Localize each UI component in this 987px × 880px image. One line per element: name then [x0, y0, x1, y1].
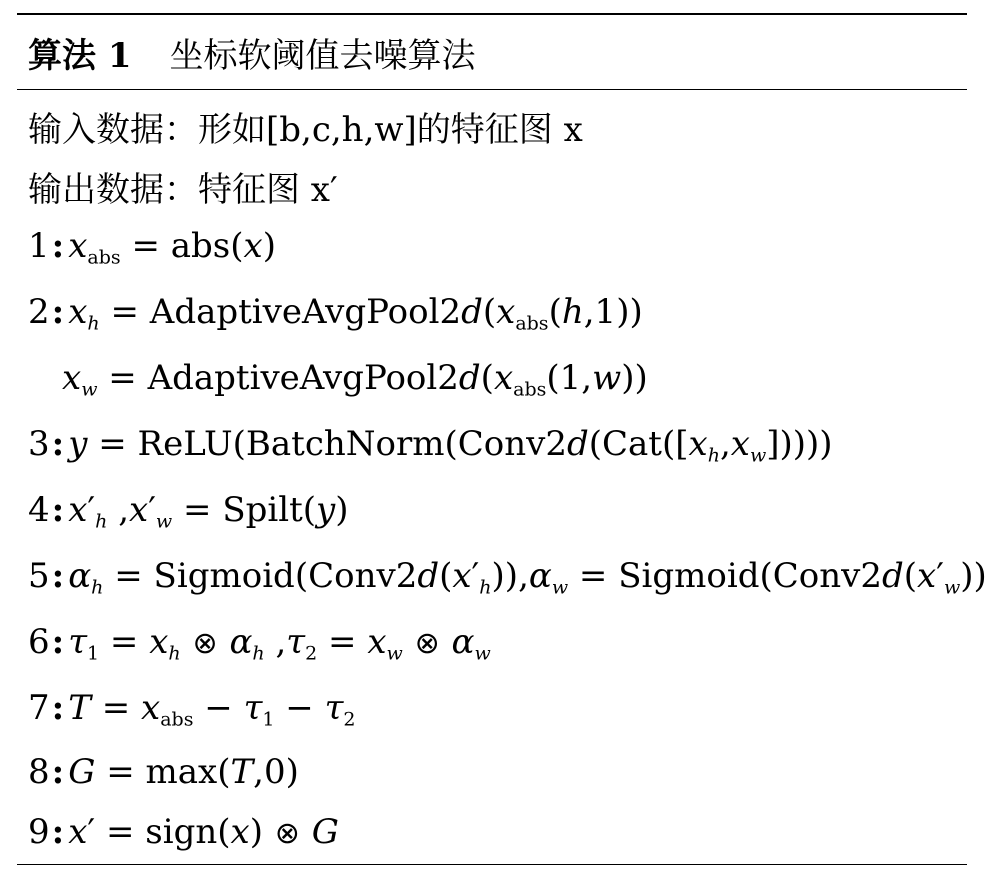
step-1: 1 : $x_{abs} = abs(x)$	[28, 226, 276, 269]
step-expression: $x_h$ = $AdaptiveAvgPool2d(x_{abs}(h,1))$	[68, 292, 643, 335]
step-expression: G = max(T,0)	[68, 752, 299, 792]
output-line	[28, 160, 338, 212]
step-7: 7 : $T = x_{abs} - \tau_1 - \tau_2$	[28, 688, 356, 731]
step-6: 6 : $\tau_1 = x_h$ ⊗ $\alpha_h$ $,\tau_2 = x_w$ ⊗ $\alpha_w$	[28, 622, 491, 665]
step-number: 1	[28, 226, 50, 266]
step-expression: x′ = sign(x) ⊗ G	[68, 812, 339, 852]
step-4: 4 : $x'_h$ $,x'_w$ = Spilt(y)	[28, 490, 349, 533]
table-bottom-rule	[17, 864, 967, 865]
title-separator-rule	[17, 89, 967, 90]
step-number: 4	[28, 490, 50, 530]
step-9: 9 : x′ = sign(x) ⊗ G	[28, 812, 339, 852]
step-number: 7	[28, 688, 50, 728]
step-expression: $\tau_1 = x_h$ ⊗ $\alpha_h$ $,\tau_2 = x_w$ ⊗ $\alpha_w$	[68, 622, 491, 665]
step-3: 3 : $y = ReLU(BatchNorm(Conv2d(Cat([x_h,x_w]))))$	[28, 424, 833, 467]
step-number: 9	[28, 812, 50, 852]
algorithm-title	[28, 28, 476, 76]
step-expression: $x_{abs} = abs(x)$	[68, 226, 276, 269]
step-expression: $\alpha_h$ = $Sigmoid(Conv2d(x'_h)),\alpha_w$ = $Sigmoid(Conv2d(x'_w))$	[68, 556, 987, 599]
step-number: 3	[28, 424, 50, 464]
step-expression: $x'_h$ $,x'_w$ = Spilt(y)	[68, 490, 349, 533]
output-label: 输出数据：	[28, 169, 198, 210]
step-2-continued	[62, 352, 648, 404]
table-top-rule	[17, 13, 967, 15]
input-description: 形如[b,c,h,w]的特征图 x	[198, 109, 583, 150]
algorithm-number: 算法 1	[28, 35, 132, 76]
step-8: 8 : G = max(T,0)	[28, 752, 299, 792]
input-line	[28, 100, 583, 152]
step-number: 2	[28, 292, 50, 332]
step-number: 5	[28, 556, 50, 596]
output-description: 特征图 x′	[198, 169, 338, 210]
step-number: 6	[28, 622, 50, 662]
algorithm-name: 坐标软阈值去噪算法	[169, 35, 476, 76]
step-expression: $x_w$ = $AdaptiveAvgPool2d(x_{abs}(1,w))$	[62, 358, 648, 401]
step-5: 5 : $\alpha_h$ = $Sigmoid(Conv2d(x'_h)),\alpha_w$ = $Sigmoid(Conv2d(x'_w))$	[28, 556, 987, 599]
step-expression: $T = x_{abs} - \tau_1 - \tau_2$	[68, 688, 356, 731]
input-label: 输入数据：	[28, 109, 198, 150]
step-number: 8	[28, 752, 50, 792]
step-2: 2 : $x_h$ = $AdaptiveAvgPool2d(x_{abs}(h,1))$	[28, 292, 643, 335]
step-expression: $y = ReLU(BatchNorm(Conv2d(Cat([x_h,x_w]))))$	[68, 424, 833, 467]
